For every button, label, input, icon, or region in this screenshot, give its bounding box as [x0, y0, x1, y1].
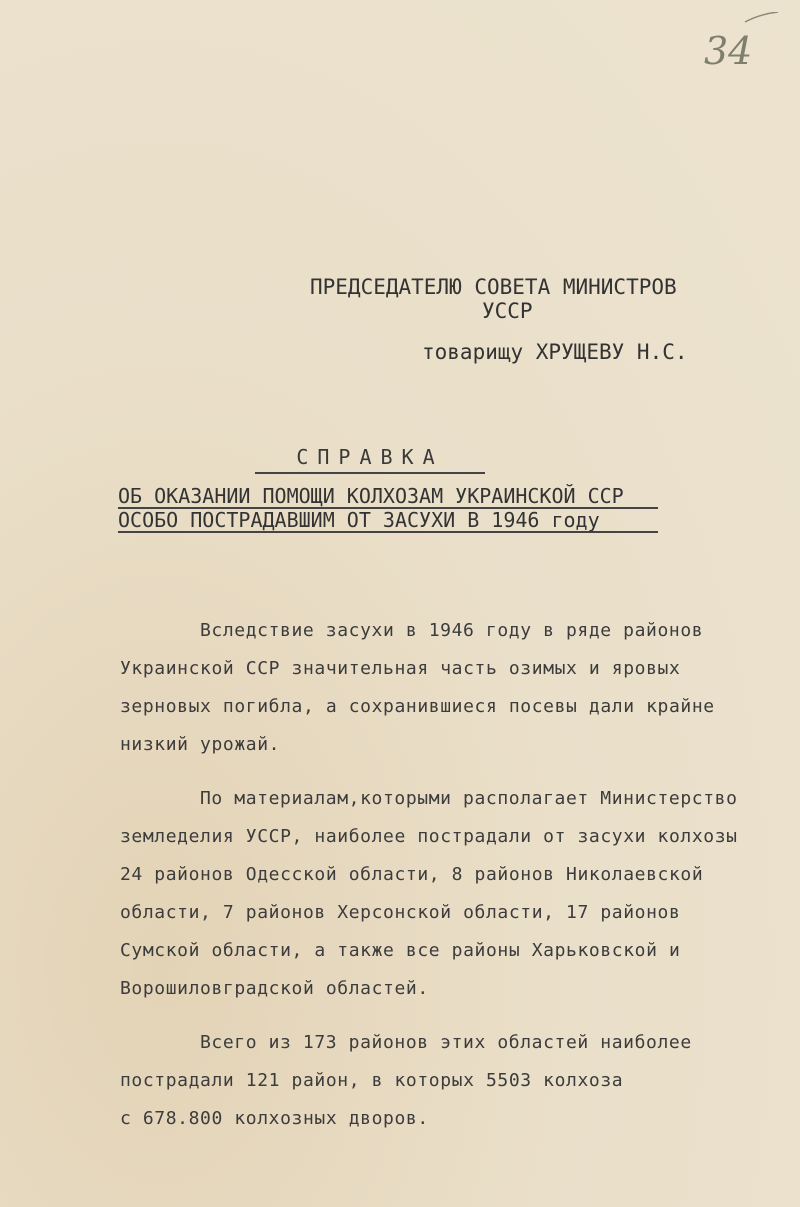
document-subject	[118, 485, 658, 533]
paragraph-line: Сумской области, а также все районы Харьковской и	[120, 940, 681, 961]
paragraph	[120, 612, 800, 764]
paragraph	[120, 1024, 800, 1138]
addressee-block	[310, 275, 710, 364]
paragraph-line: земледелия УССР, наиболее пострадали от засухи колхозы	[120, 826, 738, 847]
document-body	[120, 612, 800, 1138]
page-number-text: 34	[704, 29, 753, 73]
paragraph-line: Украинской ССР значительная часть озимых и яровых	[120, 658, 681, 679]
paragraph-line: зерновых погибла, а сохранившиеся посевы дали крайне	[120, 696, 715, 717]
subject-line-2: ОСОБО ПОСТРАДАВШИМ ОТ ЗАСУХИ В 1946 году	[118, 509, 658, 533]
paragraph-line: области, 7 районов Херсонской области, 17 районов	[120, 902, 681, 923]
addressee-line-3: товарищу ХРУЩЕВУ Н.С.	[422, 340, 688, 364]
paragraph-line: с 678.800 колхозных дворов.	[120, 1108, 429, 1129]
paragraph	[120, 780, 800, 1008]
page-number-handwritten	[700, 12, 780, 92]
paragraph-line: 24 районов Одесской области, 8 районов Николаевской	[120, 864, 704, 885]
page-number-mark	[700, 12, 780, 92]
paragraph-line: низкий урожай.	[120, 734, 281, 755]
paragraph-gap	[120, 764, 800, 780]
addressee-line-2: УССР	[482, 299, 533, 323]
paragraph-line: пострадали 121 район, в которых 5503 колхоза	[120, 1070, 624, 1091]
paragraph-line: Всего из 173 районов этих областей наиболее	[200, 1032, 692, 1053]
paragraph-line: Вследствие засухи в 1946 году в ряде районов	[200, 620, 704, 641]
paragraph-line: По материалам,которыми располагает Министерство	[200, 788, 738, 809]
subject-line-1: ОБ ОКАЗАНИИ ПОМОЩИ КОЛХОЗАМ УКРАИНСКОЙ ССР	[118, 485, 658, 509]
addressee-line-1: ПРЕДСЕДАТЕЛЮ СОВЕТА МИНИСТРОВ	[310, 275, 677, 299]
paragraph-line: Ворошиловградской областей.	[120, 978, 429, 999]
document-title: СПРАВКА	[255, 445, 485, 474]
paragraph-gap	[120, 1008, 800, 1024]
